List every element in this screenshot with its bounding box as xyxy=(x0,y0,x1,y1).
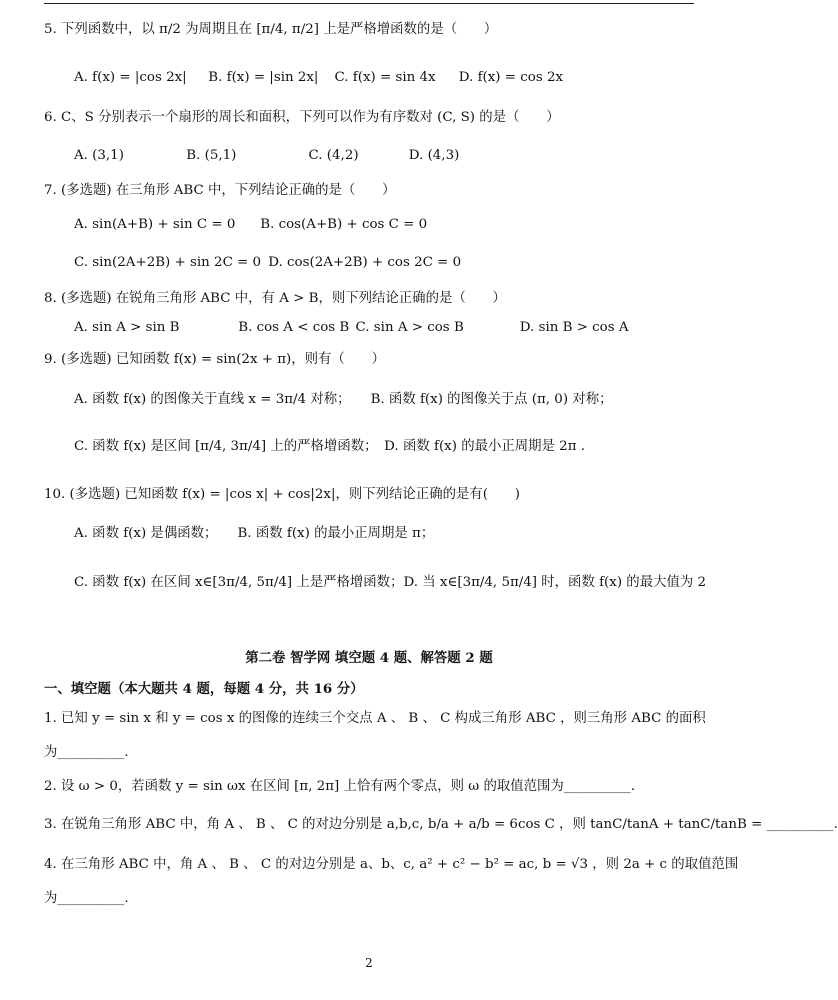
section1-title: 一、填空题（本大题共 4 题，每题 4 分，共 16 分） xyxy=(44,681,364,697)
q7-option-c: C. sin(2A+2B) + sin 2C = 0 xyxy=(74,255,262,270)
q5-option-b: B. f(x) = |sin 2x| xyxy=(208,70,319,85)
part2-title: 第二卷 智学网 填空题 4 题、解答题 2 题 xyxy=(245,650,493,666)
q8-option-a: A. sin A > sin B xyxy=(74,320,180,335)
q10-options-ab: A. 函数 f(x) 是偶函数； B. 函数 f(x) 的最小正周期是 π； xyxy=(74,526,435,541)
q8-options xyxy=(74,318,708,338)
q8-option-d: D. sin B > cos A xyxy=(519,320,629,335)
q5-option-d: D. f(x) = cos 2x xyxy=(458,70,564,85)
q6-option-b: B. (5,1) xyxy=(186,148,237,163)
q10-stem: 10. (多选题) 已知函数 f(x) = |cos x| + cos|2x|，则下列结论正确的是有( ) xyxy=(44,487,520,502)
q9-options-cd: C. 函数 f(x) 是区间 [π/4, 3π/4] 上的严格增函数； D. 函数 f(x) 的最小正周期是 2π . xyxy=(74,439,586,454)
q7-option-a: A. sin(A+B) + sin C = 0 xyxy=(74,217,236,232)
top-rule xyxy=(44,3,694,4)
q6-option-d: D. (4,3) xyxy=(408,148,460,163)
fill-q4-line1: 4. 在三角形 ABC 中，角 A 、 B 、 C 的对边分别是 a、b、c, a² + c² − b² = ac, b = √3 ，则 2a + c 的取值范围 xyxy=(44,857,739,872)
fill-q1-line1: 1. 已知 y = sin x 和 y = cos x 的图像的连续三个交点 A 、 B 、 C 构成三角形 ABC ，则三角形 ABC 的面积 xyxy=(44,711,706,726)
q8-stem: 8. (多选题) 在锐角三角形 ABC 中，有 A > B，则下列结论正确的是（ ） xyxy=(44,291,506,306)
q6-option-a: A. (3,1) xyxy=(74,148,124,163)
q6-stem: 6. C、S 分别表示一个扇形的周长和面积，下列可以作为有序数对 (C, S) 的是（ ） xyxy=(44,110,560,125)
q5-stem: 5. 下列函数中，以 π/2 为周期且在 [π/4, π/2] 上是严格增函数的是（ ） xyxy=(44,22,498,37)
q7-options-ab xyxy=(74,215,708,235)
q9-stem: 9. (多选题) 已知函数 f(x) = sin(2x + π)，则有（ ） xyxy=(44,352,385,367)
q7-option-d: D. cos(2A+2B) + cos 2C = 0 xyxy=(268,255,462,270)
fill-q4-line2: 为__________. xyxy=(44,891,129,906)
q7-option-b: B. cos(A+B) + cos C = 0 xyxy=(260,217,428,232)
fill-q3: 3. 在锐角三角形 ABC 中，角 A 、 B 、 C 的对边分别是 a,b,c, b/a + a/b = 6cos C ，则 tanC/tanA + tanC/tanB = __________. xyxy=(44,817,838,832)
q9-options-ab: A. 函数 f(x) 的图像关于直线 x = 3π/4 对称； B. 函数 f(x) 的图像关于点 (π, 0) 对称； xyxy=(74,392,613,407)
q5-option-a: A. f(x) = |cos 2x| xyxy=(74,70,187,85)
q5-option-c: C. f(x) = sin 4x xyxy=(334,70,436,85)
q10-options-cd: C. 函数 f(x) 在区间 x∈[3π/4, 5π/4] 上是严格增函数；D. 当 x∈[3π/4, 5π/4] 时，函数 f(x) 的最大值为 2 xyxy=(74,575,707,590)
q7-stem: 7. (多选题) 在三角形 ABC 中，下列结论正确的是（ ） xyxy=(44,183,396,198)
fill-q2: 2. 设 ω > 0，若函数 y = sin ωx 在区间 [π, 2π] 上恰有两个零点，则 ω 的取值范围为__________. xyxy=(44,779,635,794)
fill-q1-line2: 为__________. xyxy=(44,745,129,760)
q6-option-c: C. (4,2) xyxy=(308,148,359,163)
q7-options-cd xyxy=(74,253,708,273)
q5-options xyxy=(74,68,708,88)
q6-options xyxy=(74,146,708,166)
q8-option-b: B. cos A < cos B xyxy=(238,320,350,335)
q8-option-c: C. sin A > cos B xyxy=(355,320,464,335)
page-number: 2 xyxy=(365,956,373,970)
